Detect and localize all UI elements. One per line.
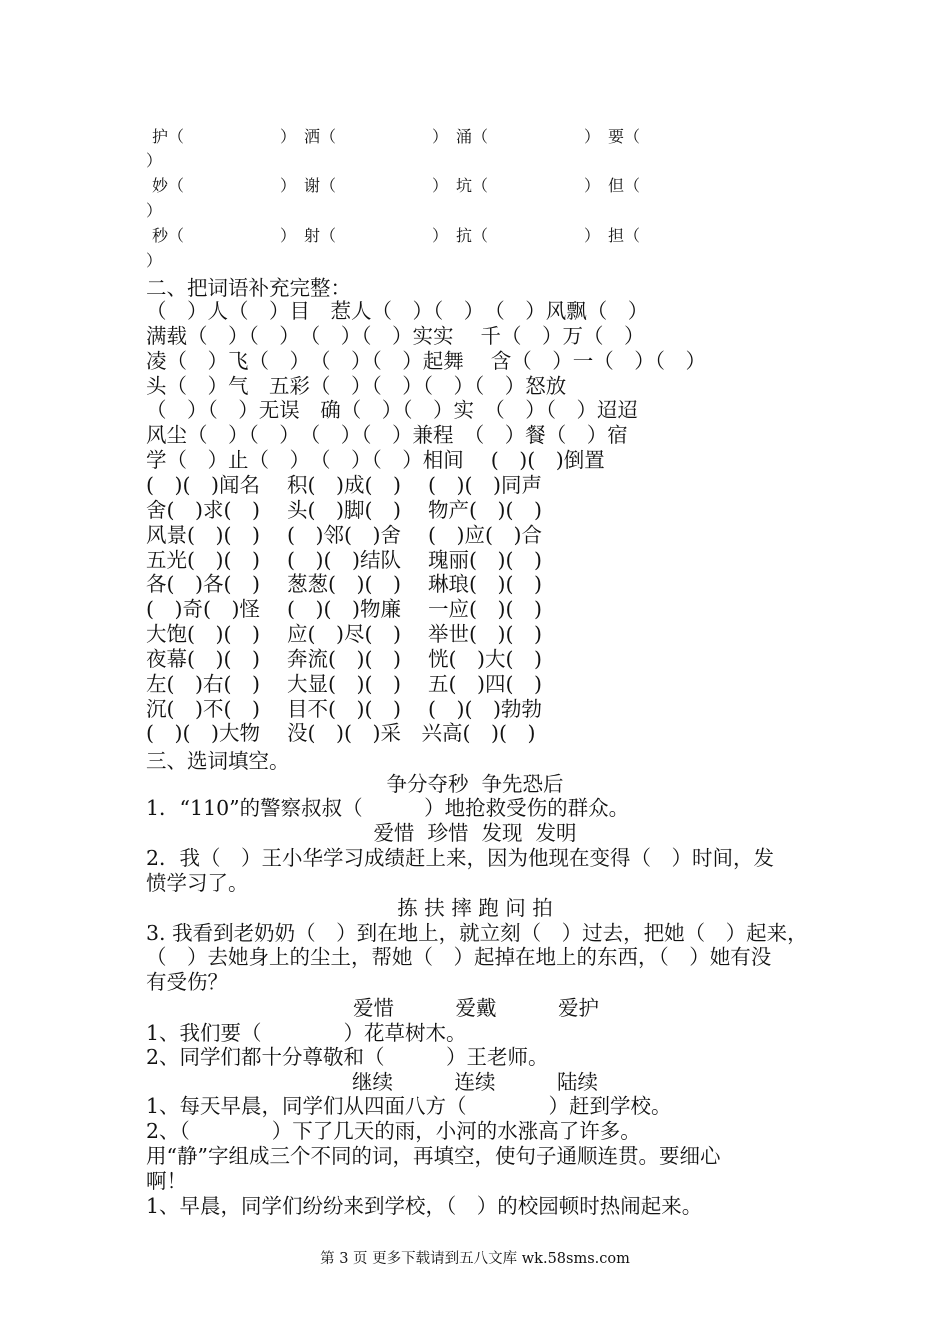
fill-in-line: ( )( )大物 没( )( )采 兴高( )( ) (146, 721, 536, 746)
fill-in-line: 学（ ）止（ ） （ ）（ ）相间 ( )( )倒置 (146, 448, 605, 473)
fill-in-line: 凌（ ）飞（ ） （ ）（ ）起舞 含（ ）一（ ）（ ） (146, 348, 707, 373)
fill-in-line: 满载（ ）（ ） （ ）（ ）实实 千（ ）万（ ） (146, 323, 645, 348)
fill-in-line: ( )奇( )怪 ( )( )物廉 一应( )( ) (146, 597, 543, 622)
question-line: 2、（ ）下了几天的雨，小河的水涨高了许多。 (146, 1119, 641, 1143)
question-line: 啊！ (146, 1169, 187, 1193)
fill-in-line: ( )( )闻名 积( )成( ) ( )( )同声 (146, 472, 543, 497)
char-row-1-wrap: ） (146, 151, 163, 170)
char-row-1: 护（ ） 洒（ ） 涌（ ） 要（ (152, 127, 641, 146)
fill-in-line: 沉( )不( ) 目不( )( ) ( )( )勃勃 (146, 696, 543, 721)
word-options: 爱惜 珍惜 发现 发明 (373, 821, 577, 845)
question-line: 2．我（ ）王小华学习成绩赶上来，因为他现在变得（ ）时间，发 (146, 846, 775, 870)
char-row-3-wrap: ） (146, 251, 163, 270)
fill-in-line: 各( )各( ) 葱葱( )( ) 琳琅( )( ) (146, 572, 543, 597)
question-line: 有受伤？ (146, 970, 228, 994)
fill-in-line: （ ）人（ ）目 惹人（ ）（ ） （ ）风飘（ ） (146, 299, 649, 323)
fill-in-line: 大饱( )( ) 应( )尽( ) 举世( )( ) (146, 622, 543, 647)
word-options: 爱惜 爱戴 爱护 (353, 996, 599, 1020)
fill-in-line: 头（ ）气 五彩（ ）（ ）（ ）（ ）怒放 (146, 373, 567, 398)
word-options: 争分夺秒 争先恐后 (386, 772, 564, 796)
question-line: 1、每天早晨，同学们从四面八方（ ）赶到学校。 (146, 1094, 672, 1118)
fill-in-line: 左( )右( ) 大显( )( ) 五( )四( ) (146, 671, 543, 696)
question-line: 3. 我看到老奶奶（ ）到在地上，就立刻（ ）过去，把她（ ）起来， (146, 921, 808, 945)
fill-in-line: 风景( )( ) ( )邻( )舍 ( )应( )合 (146, 522, 543, 547)
page-footer: 第 3 页 更多下载请到五八文库 wk.58sms.com (320, 1251, 630, 1267)
fill-in-line: 五光( )( ) ( )( )结队 瑰丽( )( ) (146, 547, 543, 572)
section2-heading: 二、把词语补充完整： (146, 276, 351, 300)
question-line: 1．“110”的警察叔叔（ ）地抢救受伤的群众。 (146, 796, 630, 820)
question-line: 2、同学们都十分尊敬和（ ）王老师。 (146, 1045, 549, 1069)
fill-in-line: （ ）（ ）无误 确（ ）（ ）实 （ ）（ ）迢迢 (146, 398, 638, 423)
question-line: 1、我们要（ ）花草树木。 (146, 1021, 467, 1045)
word-options: 拣 扶 摔 跑 问 拍 (397, 896, 553, 920)
question-line: 用“静”字组成三个不同的词，再填空，使句子通顺连贯。要细心 (146, 1144, 721, 1168)
word-options: 继续 连续 陆续 (352, 1070, 598, 1094)
fill-in-line: 风尘（ ）（ ） （ ）（ ）兼程 （ ）餐（ ）宿 (146, 423, 628, 448)
question-line: （ ）去她身上的尘土，帮她（ ）起掉在地上的东西，（ ）她有没 (146, 945, 772, 969)
char-row-2: 妙（ ） 谢（ ） 坑（ ） 但（ (152, 176, 641, 195)
fill-in-line: 夜幕( )( ) 奔流( )( ) 恍( )大( ) (146, 646, 543, 671)
section3-heading: 三、选词填空。 (146, 749, 290, 773)
char-row-2-wrap: ） (146, 201, 163, 220)
question-line: 愤学习了。 (146, 871, 249, 895)
char-row-3: 秒（ ） 射（ ） 抗（ ） 担（ (152, 226, 641, 245)
question-line: 1、早晨，同学们纷纷来到学校，（ ）的校园顿时热闹起来。 (146, 1194, 703, 1218)
fill-in-line: 舍( )求( ) 头( )脚( ) 物产( )( ) (146, 497, 543, 522)
